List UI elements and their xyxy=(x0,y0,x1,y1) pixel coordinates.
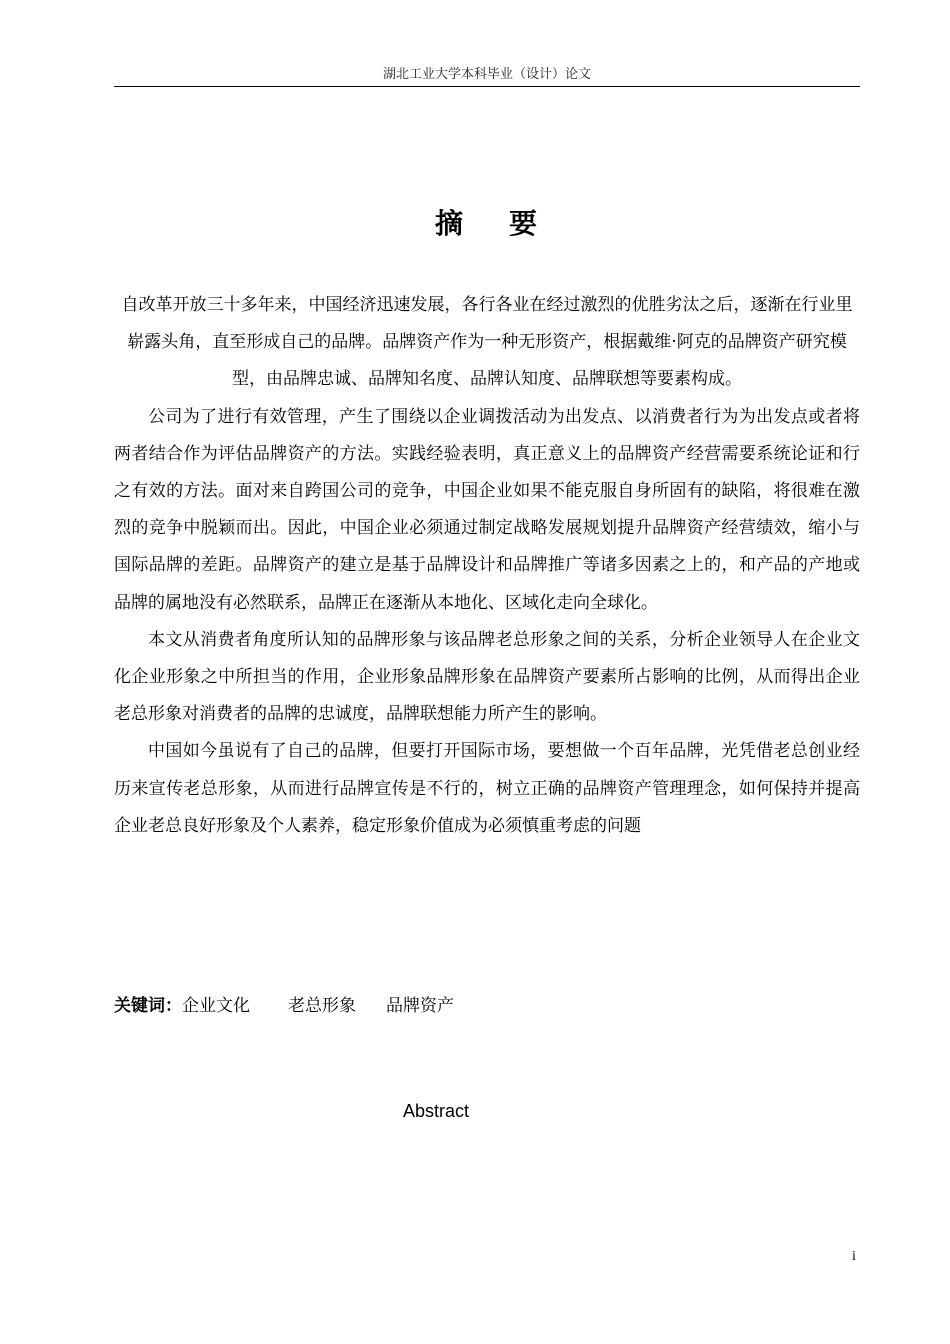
title-char-1: 摘 xyxy=(434,207,465,240)
paragraph-4: 中国如今虽说有了自己的品牌，但要打开国际市场，要想做一个百年品牌，光凭借老总创业经历来宣传老总形象，从而进行品牌宣传是不行的，树立正确的品牌资产管理理念，如何保持并提高企业老总良好形象及个人素养，稳定形象价值成为必须慎重考虑的问题 xyxy=(114,741,860,836)
title-char-2: 要 xyxy=(509,207,540,240)
paragraph-3: 本文从消费者角度所认知的品牌形象与该品牌老总形象之间的关系，分析企业领导人在企业文化企业形象之中所担当的作用，企业形象品牌形象在品牌资产要素所占影响的比例，从而得出企业老总形象对消费者的品牌的忠诚度，品牌联想能力所产生的影响。 xyxy=(114,629,860,725)
abstract-body xyxy=(114,287,860,845)
running-header: 湖北工业大学本科毕业（设计）论文 xyxy=(382,67,591,82)
abstract-heading: Abstract xyxy=(402,1101,470,1121)
keyword-3: 品牌资产 xyxy=(386,996,454,1016)
keyword-1: 企业文化 xyxy=(182,996,250,1016)
keywords-label: 关键词： xyxy=(114,996,182,1016)
header-rule xyxy=(114,86,860,87)
keyword-2: 老总形象 xyxy=(288,996,356,1016)
paragraph-1: 自改革开放三十多年来，中国经济迅速发展，各行各业在经过激烈的优胜劣汰之后，逐渐在行业里崭露头角，直至形成自己的品牌。品牌资产作为一种无形资产，根据戴维·阿克的品牌资产研究模型，由品牌忠诚、品牌知名度、品牌认知度、品牌联想等要素构成。 xyxy=(121,295,853,390)
paragraph-2: 公司为了进行有效管理，产生了围绕以企业调拨活动为出发点、以消费者行为为出发点或者将两者结合作为评估品牌资产的方法。实践经验表明，真正意义上的品牌资产经营需要系统论证和行之有效的方法。面对来自跨国公司的竞争，中国企业如果不能克服自身所固有的缺陷，将很难在激烈的竞争中脱颖而出。因此，中国企业必须通过制定战略发展规划提升品牌资产经营绩效，缩小与国际品牌的差距。品牌资产的建立是基于品牌设计和品牌推广等诸多因素之上的，和产品的产地或品牌的属地没有必然联系，品牌正在逐渐从本地化、区域化走向全球化。 xyxy=(114,406,860,613)
page-number: i xyxy=(852,1249,856,1264)
page-title xyxy=(114,204,860,244)
keywords-line xyxy=(114,992,860,1020)
